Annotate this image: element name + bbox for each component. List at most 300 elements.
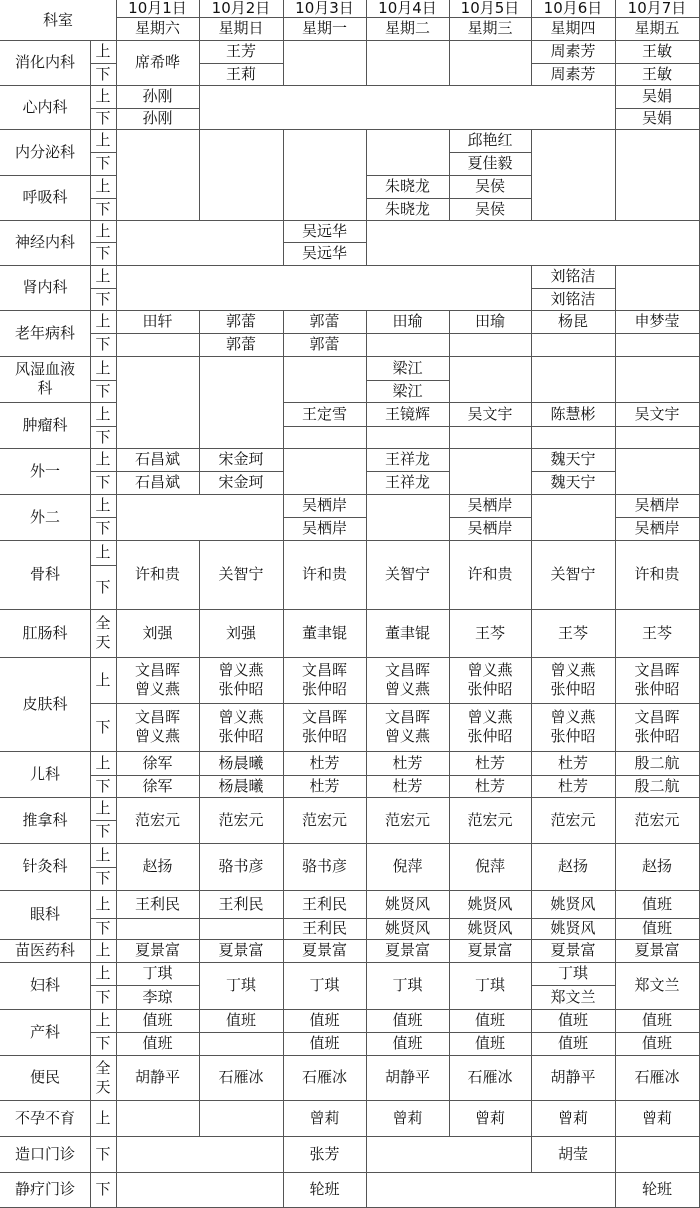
schedule-cell [531, 985, 616, 1010]
shift-label [90, 63, 117, 86]
schedule-cell [199, 63, 284, 86]
schedule-cell [615, 657, 700, 704]
schedule-cell [199, 657, 284, 704]
cell-text: 王莉 [225, 64, 256, 83]
schedule-cell [283, 220, 367, 243]
shift-label [90, 129, 117, 153]
schedule-cell [615, 751, 700, 776]
schedule-cell [615, 843, 700, 891]
cell-text: 下 [95, 154, 111, 172]
cell-text: 殷二航 [634, 753, 680, 772]
cell-text: 曾义燕 [467, 661, 513, 679]
cell-text: 值班 [641, 894, 672, 913]
schedule-cell [449, 310, 532, 334]
schedule-cell [116, 843, 200, 891]
shift-label [90, 242, 117, 266]
schedule-cell [199, 703, 284, 752]
cell-text: 张仲昭 [550, 680, 596, 698]
cell-text: 董聿锟 [301, 623, 347, 642]
schedule-cell [366, 918, 450, 940]
cell-text: 张仲昭 [218, 680, 264, 698]
schedule-cell [366, 1172, 616, 1208]
cell-text: 徐军 [142, 753, 173, 772]
cell-text: 星期六 [134, 19, 180, 37]
cell-text: 值班 [392, 1034, 423, 1052]
cell-text: 胡莹 [557, 1144, 588, 1163]
schedule-cell [531, 310, 616, 334]
schedule-cell [199, 471, 284, 495]
schedule-cell [531, 1009, 616, 1033]
schedule-cell [449, 426, 532, 449]
shift-label [90, 657, 117, 704]
cell-text: 肛肠科 [22, 623, 68, 642]
schedule-cell [116, 751, 200, 776]
cell-text: 曾义燕 [384, 727, 430, 745]
schedule-cell [283, 1032, 367, 1056]
schedule-cell [116, 40, 200, 86]
shift-label [90, 152, 117, 176]
dept-label [0, 85, 91, 130]
schedule-cell [615, 85, 700, 109]
cell-text: 杜芳 [474, 753, 505, 772]
schedule-cell [615, 40, 700, 64]
cell-text: 王祥龙 [384, 473, 430, 491]
schedule-cell [116, 540, 200, 610]
cell-text: 吴栖岸 [634, 496, 680, 514]
cell-text: 张仲昭 [467, 727, 513, 745]
cell-text: 上 [95, 42, 111, 60]
schedule-cell [531, 939, 616, 963]
schedule-cell [531, 890, 616, 919]
cell-text: 轮班 [309, 1180, 340, 1198]
cell-text: 王利民 [134, 894, 180, 913]
dept-label [0, 1100, 91, 1137]
shift-label [90, 703, 117, 752]
cell-text: 丁琪 [474, 976, 505, 994]
dept-label [0, 1172, 91, 1208]
cell-text: 赵扬 [641, 857, 672, 875]
cell-text: 魏天宁 [550, 473, 596, 491]
cell-text: 范宏元 [550, 810, 596, 829]
cell-text: 星期二 [384, 19, 430, 37]
cell-text: 曾义燕 [218, 708, 264, 726]
cell-text: 石雁冰 [467, 1068, 513, 1086]
cell-text: 申梦莹 [634, 312, 680, 330]
cell-text: 下 [95, 335, 111, 353]
schedule-cell [199, 939, 284, 963]
schedule-cell [283, 918, 367, 940]
cell-text: 下 [95, 427, 111, 446]
cell-text: 王敏 [641, 42, 672, 60]
cell-text: 范宏元 [134, 810, 180, 829]
cell-text: 上 [95, 87, 111, 105]
cell-text: 10月5日 [460, 0, 520, 17]
cell-text: 文昌晖 [301, 708, 347, 726]
cell-text: 上 [95, 1011, 111, 1029]
schedule-cell [116, 494, 284, 541]
cell-text: 值班 [225, 1011, 256, 1029]
schedule-cell [283, 129, 367, 221]
schedule-cell [449, 402, 532, 427]
cell-text: 胡静平 [134, 1068, 180, 1086]
schedule-cell [531, 40, 616, 64]
schedule-cell [116, 310, 200, 334]
cell-text: 骨科 [29, 565, 60, 583]
cell-text: 许和贵 [134, 565, 180, 583]
cell-text: 魏天宁 [550, 450, 596, 468]
cell-text: 吴娟 [641, 109, 672, 127]
cell-text: 倪萍 [474, 857, 505, 875]
dept-label [0, 40, 91, 86]
schedule-cell [366, 962, 450, 1010]
cell-text: 文昌晖 [634, 708, 680, 726]
schedule-cell [449, 175, 532, 199]
cell-text: 星期日 [218, 19, 264, 37]
schedule-cell [116, 85, 200, 109]
cell-text: 便民 [29, 1068, 60, 1086]
shift-label [90, 775, 117, 798]
date-header [366, 0, 450, 18]
cell-text: 吴侯 [474, 177, 505, 195]
schedule-cell [615, 918, 700, 940]
cell-text: 赵扬 [557, 857, 588, 875]
cell-text: 上 [95, 312, 111, 330]
schedule-cell [199, 843, 284, 891]
schedule-cell [366, 310, 450, 334]
cell-text: 下 [95, 199, 111, 218]
cell-text: 值班 [142, 1011, 173, 1029]
schedule-cell [531, 657, 616, 704]
schedule-cell [615, 310, 700, 334]
schedule-cell [199, 775, 284, 798]
cell-text: 下 [95, 776, 111, 795]
schedule-cell [449, 40, 532, 86]
schedule-cell [283, 703, 367, 752]
cell-text: 值班 [557, 1034, 588, 1052]
schedule-cell [531, 703, 616, 752]
cell-text: 殷二航 [634, 776, 680, 795]
schedule-cell [199, 890, 284, 919]
cell-text: 田轩 [142, 312, 173, 330]
schedule-cell [116, 609, 200, 658]
date-header [283, 17, 367, 41]
cell-text: 郭蕾 [225, 312, 256, 330]
schedule-cell [615, 426, 700, 449]
cell-text: 杜芳 [557, 753, 588, 772]
dept-label [0, 175, 91, 221]
cell-text: 吴文宇 [467, 404, 513, 423]
cell-text: 眼科 [29, 905, 60, 923]
schedule-cell [366, 775, 450, 798]
cell-text: 下 [95, 1180, 111, 1198]
schedule-cell [199, 962, 284, 1010]
schedule-cell [366, 448, 450, 472]
cell-text: 赵扬 [142, 857, 173, 875]
schedule-cell [116, 1032, 200, 1056]
schedule-cell [366, 402, 450, 427]
cell-text: 关智宁 [550, 565, 596, 583]
schedule-cell [531, 1055, 616, 1101]
schedule-cell [116, 265, 532, 311]
schedule-cell [283, 797, 367, 844]
cell-text: 外二 [29, 507, 60, 526]
schedule-cell [366, 843, 450, 891]
cell-text: 王祥龙 [384, 450, 430, 468]
cell-text: 丁琪 [392, 976, 423, 994]
schedule-cell [615, 797, 700, 844]
cell-text: 上 [95, 1108, 111, 1127]
cell-text: 张仲昭 [218, 727, 264, 745]
cell-text: 张仲昭 [301, 727, 347, 745]
shift-label [90, 820, 117, 844]
shift-label [90, 1032, 117, 1056]
cell-text: 轮班 [641, 1180, 672, 1198]
cell-text: 夏景富 [550, 941, 596, 959]
shift-label [90, 918, 117, 940]
schedule-cell [615, 333, 700, 357]
cell-text: 石雁冰 [218, 1068, 264, 1086]
cell-text: 文昌晖 [384, 661, 430, 679]
schedule-cell [449, 939, 532, 963]
shift-label [90, 85, 117, 109]
shift-label [90, 1009, 117, 1033]
schedule-cell [366, 494, 450, 541]
schedule-cell [531, 448, 616, 472]
shift-label [90, 540, 117, 566]
schedule-cell [615, 775, 700, 798]
shift-label [90, 426, 117, 449]
date-header [116, 17, 200, 41]
cell-text: 上 [95, 894, 111, 913]
cell-text: 陈慧彬 [550, 404, 596, 423]
dept-label [0, 540, 91, 610]
schedule-cell [283, 333, 367, 357]
schedule-cell [531, 962, 616, 986]
cell-text: 梁江 [392, 381, 423, 400]
schedule-cell [366, 198, 450, 221]
schedule-cell [615, 703, 700, 752]
cell-text: 星期四 [550, 19, 596, 37]
shift-label [90, 310, 117, 334]
schedule-cell [116, 985, 200, 1010]
schedule-cell [615, 402, 700, 427]
schedule-cell [283, 242, 367, 266]
schedule-cell [283, 1009, 367, 1033]
shift-label [90, 356, 117, 381]
shift-label [90, 751, 117, 776]
cell-text: 郭蕾 [225, 335, 256, 353]
schedule-cell [531, 402, 616, 427]
cell-text: 杜芳 [474, 776, 505, 795]
cell-text: 胡静平 [384, 1068, 430, 1086]
schedule-cell [366, 797, 450, 844]
cell-text: 周素芳 [550, 64, 596, 83]
cell-text: 吴栖岸 [467, 496, 513, 514]
cell-text: 张仲昭 [634, 680, 680, 698]
cell-text: 曾义燕 [134, 680, 180, 698]
cell-text: 全 [95, 614, 111, 632]
schedule-cell [449, 198, 532, 221]
schedule-cell [366, 540, 450, 610]
schedule-cell [531, 609, 616, 658]
schedule-cell [531, 540, 616, 610]
schedule-cell [283, 1100, 367, 1137]
cell-text: 上 [95, 753, 111, 772]
cell-text: 刘强 [142, 623, 173, 642]
schedule-cell [366, 1009, 450, 1033]
cell-text: 张芳 [309, 1144, 340, 1163]
schedule-cell [116, 471, 200, 495]
cell-text: 丁琪 [309, 976, 340, 994]
schedule-cell [531, 1100, 616, 1137]
shift-label [90, 1136, 117, 1173]
dept-label [0, 448, 91, 495]
schedule-cell [531, 494, 616, 541]
shift-label [90, 198, 117, 221]
schedule-cell [199, 356, 284, 449]
schedule-cell [615, 356, 700, 403]
cell-text: 上 [95, 845, 111, 864]
schedule-cell [531, 471, 616, 495]
cell-text: 杜芳 [557, 776, 588, 795]
dept-label [0, 890, 91, 940]
schedule-cell [531, 1136, 616, 1173]
cell-text: 席希哗 [134, 53, 180, 71]
schedule-cell [449, 843, 532, 891]
schedule-cell [449, 918, 532, 940]
cell-text: 皮肤科 [22, 694, 68, 713]
cell-text: 曾义燕 [550, 661, 596, 679]
shift-label [90, 985, 117, 1010]
schedule-cell [283, 402, 367, 427]
cell-text: 妇科 [29, 976, 60, 994]
schedule-cell [615, 939, 700, 963]
schedule-cell [615, 517, 700, 541]
cell-text: 文昌晖 [301, 661, 347, 679]
cell-text: 曾义燕 [550, 708, 596, 726]
schedule-cell [449, 494, 532, 518]
cell-text: 儿科 [29, 764, 60, 783]
cell-text: 王镜辉 [384, 404, 430, 423]
schedule-cell [199, 85, 616, 130]
shift-label [90, 962, 117, 986]
schedule-cell [366, 1055, 450, 1101]
cell-text: 王利民 [218, 894, 264, 913]
cell-text: 值班 [557, 1011, 588, 1029]
cell-text: 周素芳 [550, 42, 596, 60]
dept-label [0, 494, 91, 541]
cell-text: 丁琪 [225, 976, 256, 994]
cell-text: 吴栖岸 [301, 519, 347, 537]
shift-label [90, 843, 117, 868]
cell-text: 下 [95, 289, 111, 308]
shift-label [90, 265, 117, 289]
cell-text: 天 [95, 1077, 111, 1096]
schedule-cell [366, 703, 450, 752]
schedule-cell [283, 1136, 367, 1173]
schedule-cell [366, 1032, 450, 1056]
cell-text: 值班 [641, 919, 672, 937]
schedule-cell [615, 1100, 700, 1137]
schedule-cell [199, 609, 284, 658]
cell-text: 下 [95, 1144, 111, 1163]
schedule-cell [449, 1055, 532, 1101]
schedule-cell [199, 540, 284, 610]
schedule-cell [449, 1100, 532, 1137]
date-header [531, 17, 616, 41]
cell-text: 夏景富 [134, 941, 180, 959]
cell-text: 姚贤风 [550, 919, 596, 937]
schedule-cell [283, 540, 367, 610]
cell-text: 上 [95, 941, 111, 959]
dept-label [0, 402, 91, 449]
schedule-cell [116, 129, 200, 221]
cell-text: 石昌斌 [134, 473, 180, 491]
dept-label [0, 220, 91, 266]
date-header [531, 0, 616, 18]
dept-label [0, 751, 91, 798]
cell-text: 值班 [474, 1034, 505, 1052]
cell-text: 星期一 [301, 19, 347, 37]
cell-text: 呼吸科 [22, 188, 68, 206]
cell-text: 值班 [309, 1011, 340, 1029]
cell-text: 孙刚 [142, 109, 173, 127]
cell-text: 姚贤风 [550, 894, 596, 913]
cell-text: 星期五 [634, 19, 680, 37]
cell-text: 田瑜 [392, 312, 423, 330]
cell-text: 上 [95, 964, 111, 982]
date-header [116, 0, 200, 18]
shift-label [90, 288, 117, 311]
schedule-cell [116, 797, 200, 844]
schedule-cell [116, 775, 200, 798]
dept-label [0, 1055, 91, 1101]
cell-text: 刘铭洁 [550, 289, 596, 308]
cell-text: 姚贤风 [467, 894, 513, 913]
schedule-cell [283, 843, 367, 891]
cell-text: 杜芳 [392, 776, 423, 795]
schedule-cell [283, 657, 367, 704]
schedule-cell [199, 1009, 284, 1033]
schedule-cell [449, 609, 532, 658]
schedule-cell [366, 471, 450, 495]
schedule-cell [116, 1136, 284, 1173]
schedule-cell [116, 1009, 200, 1033]
cell-text: 邱艳红 [467, 131, 513, 149]
schedule-cell [531, 265, 616, 289]
dept-label [0, 797, 91, 844]
schedule-cell [615, 1172, 700, 1208]
shift-label [90, 471, 117, 495]
cell-text: 下 [95, 717, 111, 736]
shift-label [90, 565, 117, 610]
cell-text: 范宏元 [634, 810, 680, 829]
cell-text: 关智宁 [384, 565, 430, 583]
schedule-cell [116, 220, 284, 266]
cell-text: 梁江 [392, 358, 423, 377]
dept-label [0, 843, 91, 891]
cell-text: 吴栖岸 [301, 496, 347, 514]
schedule-cell [199, 751, 284, 776]
cell-text: 曾义燕 [467, 708, 513, 726]
schedule-cell [366, 657, 450, 704]
schedule-cell [449, 751, 532, 776]
schedule-cell [199, 918, 284, 940]
schedule-cell [283, 1055, 367, 1101]
cell-text: 10月3日 [295, 0, 354, 17]
dept-label [0, 1009, 91, 1056]
date-header [199, 0, 284, 18]
